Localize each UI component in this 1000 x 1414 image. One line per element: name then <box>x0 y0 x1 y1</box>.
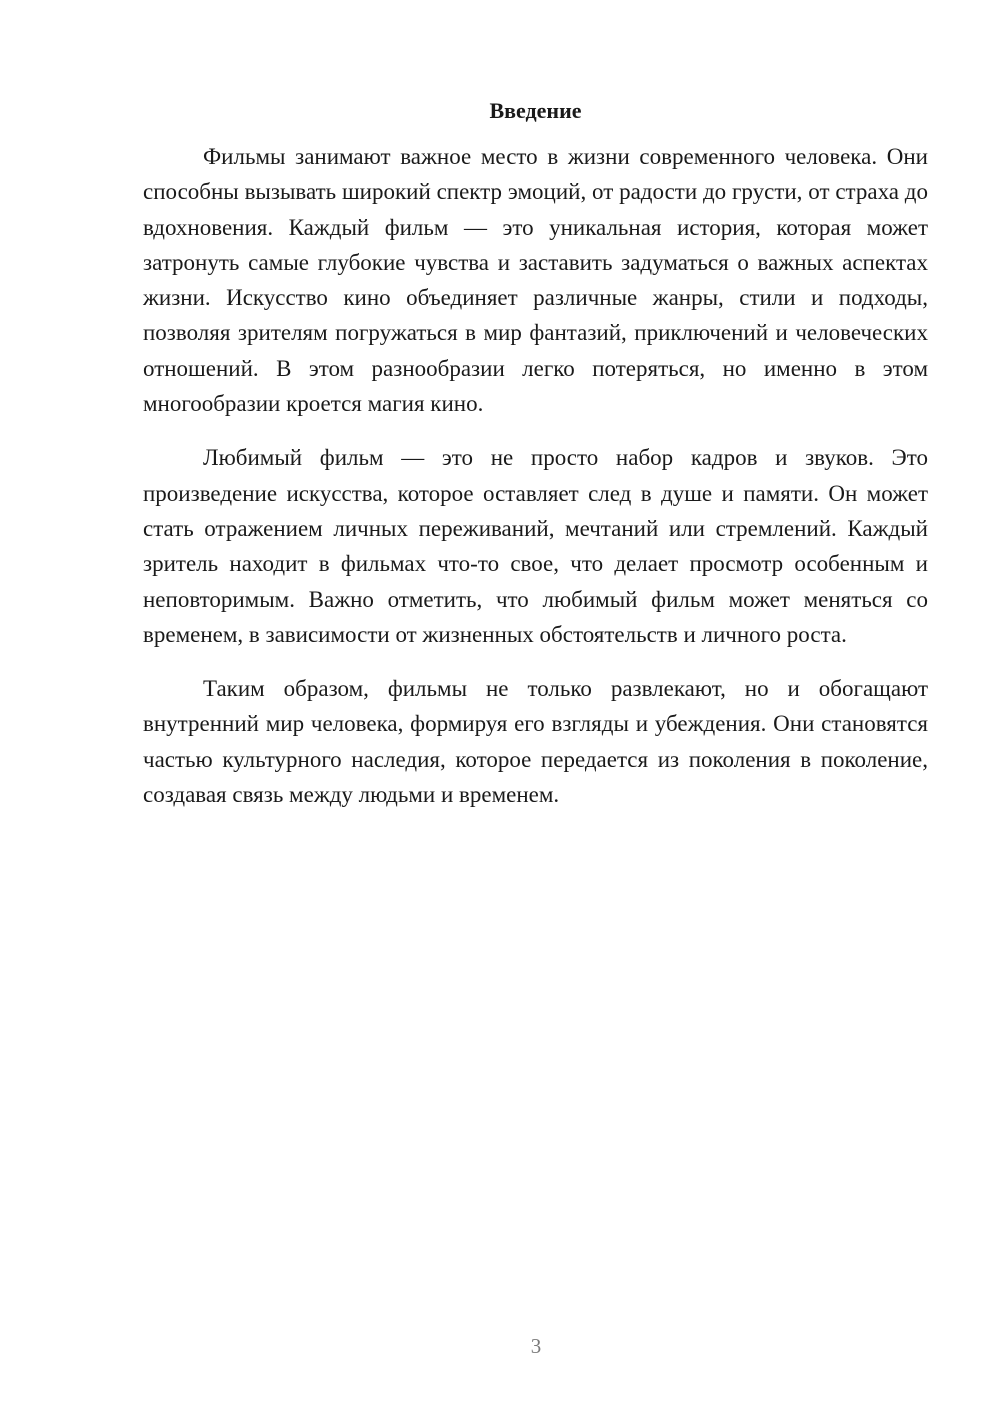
page-number: 3 <box>530 1334 542 1358</box>
page-body <box>143 95 928 831</box>
section-heading: Введение <box>489 98 582 123</box>
paragraph-3: Таким образом, фильмы не только развлекают, но и обогащают внутренний мир человека, формируя его взгляды и убеждения. Они становятся частью культурного наследия, которое передается из поколения в поколение, создавая связь между людьми и временем. <box>143 676 928 808</box>
paragraph-1: Фильмы занимают важное место в жизни современного человека. Они способны вызывать широкий спектр эмоций, от радости до грусти, от страха до вдохновения. Каждый фильм — это уникальная история, которая может затронуть самые глубокие чувства и заставить задуматься о важных аспектах жизни. Искусство кино объединяет различные жанры, стили и подходы, позволяя зрителям погружаться в мир фантазий, приключений и человеческих отношений. В этом разнообразии легко потеряться, но именно в этом многообразии кроется магия кино. <box>143 144 928 417</box>
paragraph-2: Любимый фильм — это не просто набор кадров и звуков. Это произведение искусства, которое оставляет след в душе и памяти. Он может стать отражением личных переживаний, мечтаний или стремлений. Каждый зритель находит в фильмах что-то свое, что делает просмотр особенным и неповторимым. Важно отметить, что любимый фильм может меняться со временем, в зависимости от жизненных обстоятельств и личного роста. <box>143 445 928 647</box>
